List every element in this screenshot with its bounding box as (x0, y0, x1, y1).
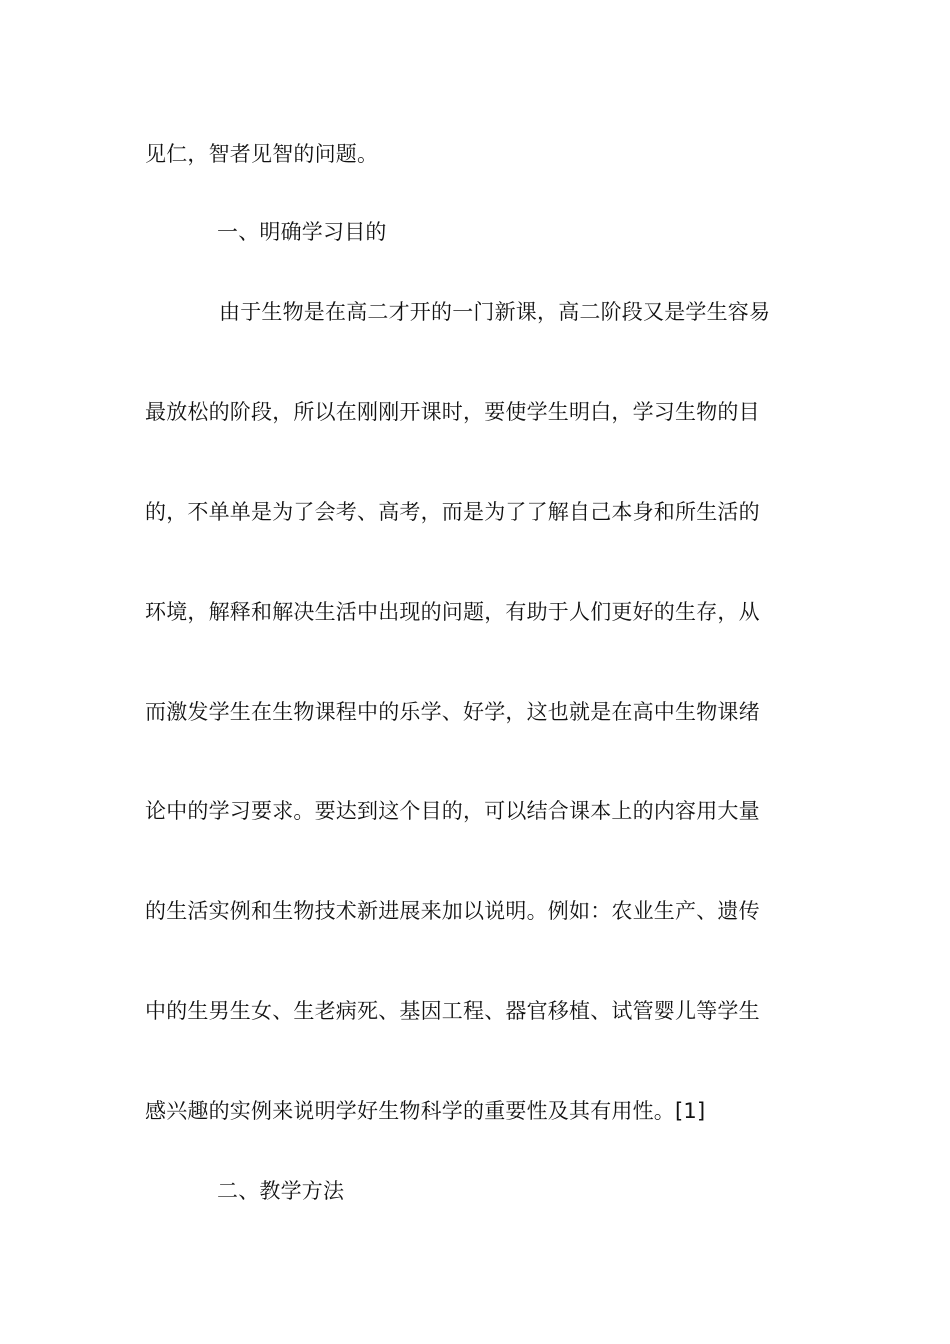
text-line: 环境，解释和解决生活中出现的问题，有助于人们更好的生存，从 (145, 600, 760, 624)
text-line: 中的生男生女、生老病死、基因工程、器官移植、试管婴儿等学生 (145, 999, 760, 1023)
text-line: 而激发学生在生物课程中的乐学、好学，这也就是在高中生物课绪 (145, 700, 760, 724)
text-line: 由于生物是在高二才开的一门新课，高二阶段又是学生容易 (219, 300, 771, 324)
section-heading: 一、明确学习目的 (217, 220, 387, 244)
text-line: 论中的学习要求。要达到这个目的，可以结合课本上的内容用大量 (145, 799, 760, 823)
text-line: 的，不单单是为了会考、高考，而是为了了解自己本身和所生活的 (145, 500, 760, 524)
text-line: 的生活实例和生物技术新进展来加以说明。例如：农业生产、遗传 (145, 899, 760, 923)
text-line: 最放松的阶段，所以在刚刚开课时，要使学生明白，学习生物的目 (145, 400, 760, 424)
section-heading: 二、教学方法 (217, 1179, 345, 1203)
text-line: 感兴趣的实例来说明学好生物科学的重要性及其有用性。[1] (145, 1099, 706, 1123)
text-line: 见仁，智者见智的问题。 (145, 142, 379, 166)
